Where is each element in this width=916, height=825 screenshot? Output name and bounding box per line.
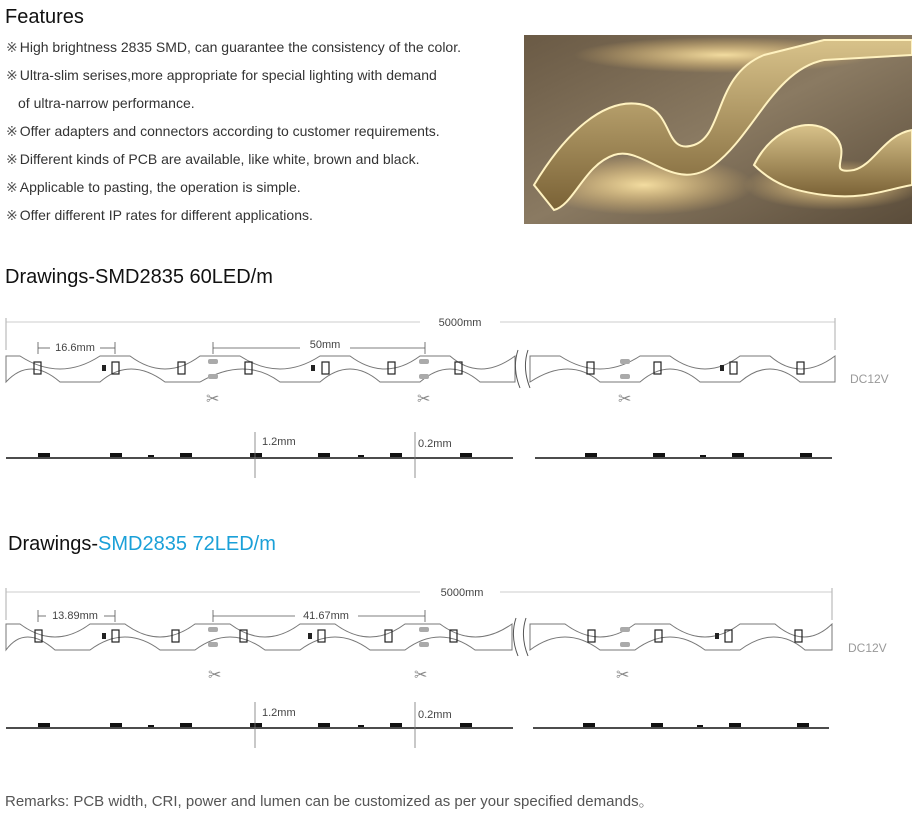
- feature-text: Applicable to pasting, the operation is simple.: [19, 179, 301, 195]
- cut-unit-label: 50mm: [309, 339, 341, 351]
- bullet-mark: ※: [6, 39, 18, 55]
- pitch-label: 16.6mm: [55, 342, 95, 354]
- feature-item: [6, 207, 313, 224]
- drawing-60led-title: Drawings-SMD2835 60LED/m: [5, 266, 273, 288]
- scissors-icon: ✂: [616, 667, 630, 684]
- feature-text: High brightness 2835 SMD, can guarantee the consistency of the color.: [19, 39, 461, 55]
- bullet-mark: ※: [6, 151, 18, 167]
- led-thickness-label: 1.2mm: [262, 436, 296, 448]
- features-title: Features: [5, 6, 84, 28]
- pcb-thickness-label: 0.2mm: [418, 709, 452, 721]
- feature-item: [6, 39, 461, 56]
- feature-item-continued: [18, 95, 195, 111]
- drawing-72led: [0, 580, 916, 750]
- pitch-label: 13.89mm: [52, 610, 98, 622]
- feature-item: [6, 67, 437, 84]
- drawing-72led-title: [8, 533, 276, 556]
- scissors-icon: ✂: [414, 667, 428, 684]
- cut-unit-label: 41.67mm: [303, 610, 349, 622]
- feature-text: Ultra-slim serises,more appropriate for special lighting with demand: [19, 67, 437, 83]
- bullet-mark: ※: [6, 207, 18, 223]
- bullet-mark: ※: [6, 179, 18, 195]
- total-length-label: 5000mm: [438, 317, 482, 329]
- feature-text: Offer different IP rates for different applications.: [19, 207, 313, 223]
- feature-item: [6, 151, 419, 168]
- bullet-mark: ※: [6, 67, 18, 83]
- scissors-icon: ✂: [208, 667, 222, 684]
- product-photo: [524, 35, 912, 224]
- total-length-label: 5000mm: [440, 587, 484, 599]
- feature-text: Offer adapters and connectors according to customer requirements.: [19, 123, 440, 139]
- drawing-60led: [0, 310, 916, 480]
- voltage-label: DC12V: [848, 641, 887, 655]
- bullet-mark: ※: [6, 123, 18, 139]
- feature-item: [6, 179, 301, 196]
- feature-item: [6, 123, 440, 140]
- scissors-icon: ✂: [417, 391, 431, 408]
- led-thickness-label: 1.2mm: [262, 707, 296, 719]
- scissors-icon: ✂: [618, 391, 632, 408]
- remarks: Remarks: PCB width, CRI, power and lumen can be customized as per your specified demands。: [5, 793, 654, 810]
- pcb-thickness-label: 0.2mm: [418, 438, 452, 450]
- voltage-label: DC12V: [850, 372, 889, 386]
- scissors-icon: ✂: [206, 391, 220, 408]
- feature-text: of ultra-narrow performance.: [18, 95, 195, 111]
- feature-text: Different kinds of PCB are available, like white, brown and black.: [19, 151, 420, 167]
- title-highlight: SMD2835 72LED/m: [98, 533, 276, 555]
- title-prefix: Drawings-: [8, 533, 99, 555]
